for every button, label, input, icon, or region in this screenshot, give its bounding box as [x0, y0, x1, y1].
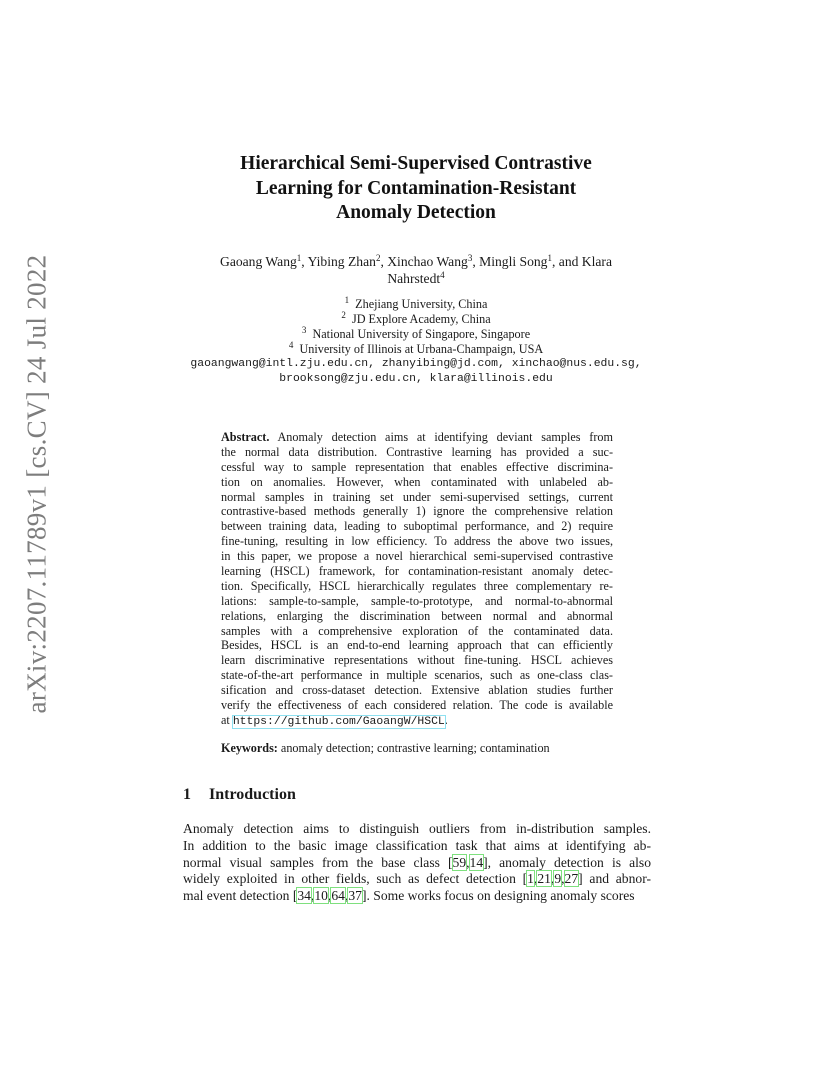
arxiv-identifier-text: arXiv:2207.11789v1 [cs.CV] 24 Jul 2022	[21, 254, 52, 714]
affiliation-mark: 4	[288, 340, 294, 351]
abstract-text: at	[221, 712, 233, 727]
affiliation	[190, 342, 642, 357]
citation-link[interactable]: 34	[297, 888, 311, 904]
citation-link[interactable]: 21	[537, 871, 551, 887]
arxiv-identifier-stamp	[17, 254, 57, 714]
affiliation	[190, 297, 642, 312]
citation-link[interactable]: 64	[331, 888, 345, 904]
affiliation	[190, 327, 642, 342]
author-separator: ,	[380, 254, 388, 269]
abstract-line: tion on anomalies. However, when contaminated with unlabeled ab-	[221, 474, 613, 489]
abstract-line: relations, enlarging the discrimination between normal and abnormal	[221, 608, 613, 623]
affiliation-mark: 2	[341, 310, 346, 321]
affiliation	[190, 312, 642, 327]
section-heading	[183, 785, 296, 805]
paragraph-line: widely exploited in other fields, such as defect detection [1,21,9,27] and abnor-	[183, 871, 651, 887]
citation-link[interactable]: 27	[564, 871, 579, 887]
abstract-line: normal samples in training set under semi-supervised settings, current	[221, 489, 613, 504]
title-line: Anomaly Detection	[336, 202, 496, 223]
author-separator: ,	[301, 254, 308, 269]
abstract-line: the normal data distribution. Contrastive learning has provided a suc-	[221, 444, 613, 459]
author-affiliation-mark: 2	[375, 253, 381, 263]
paragraph-text: widely exploited in other fields, such as defect detection [	[183, 871, 528, 887]
abstract-line: verify the effectiveness of each considered relation. The code is available	[221, 698, 613, 713]
title-line: Hierarchical Semi-Supervised Contrastive	[240, 153, 592, 174]
abstract-line: learning (HSCL) framework, for contamination-resistant anomaly detec-	[221, 564, 613, 579]
affiliation-text: Zhejiang University, China	[355, 297, 488, 311]
author-list	[190, 253, 642, 287]
abstract-label: Abstract.	[221, 430, 270, 444]
affiliation-mark: 3	[301, 325, 307, 336]
citation-link[interactable]: 1	[527, 871, 534, 887]
author-affiliation-mark: 4	[440, 270, 445, 280]
abstract-line: state-of-the-art performance in multiple scenarios, such as one-class clas-	[221, 668, 613, 683]
paragraph-text: ] and abnor-	[578, 871, 651, 887]
abstract-line: tion. Specifically, HSCL hierarchically regulates three complementary re-	[221, 578, 613, 593]
abstract-line: Besides, HSCL is an end-to-end learning approach that can efficiently	[221, 638, 613, 653]
abstract-line: contrastive-based methods generally 1) ignore the comprehensive relation	[221, 504, 613, 519]
citation-link[interactable]: 59	[452, 854, 467, 870]
abstract-line: cessful way to sample representation that enables effective discrimina-	[221, 459, 613, 474]
affiliation-block	[190, 297, 642, 388]
introduction-paragraph	[183, 821, 651, 905]
author-name: Gaoang Wang	[220, 254, 297, 269]
abstract-line: between training data, leading to suboptimal performance, and 2) require	[221, 519, 613, 534]
affiliation-text: National University of Singapore, Singapore	[312, 327, 531, 342]
author-line	[190, 253, 642, 270]
citation-link[interactable]: 37	[348, 888, 362, 904]
affiliation-text: University of Illinois at Urbana-Champaign, USA	[299, 342, 544, 357]
author-separator: , and Klara	[551, 254, 612, 269]
paragraph-text: mal event detection [	[183, 888, 298, 904]
code-url-link[interactable]: https://github.com/GaoangW/HSCL	[232, 715, 445, 728]
citation-link[interactable]: 14	[469, 854, 484, 870]
keywords-label: Keywords:	[221, 741, 278, 755]
author-affiliation-mark: 1	[547, 253, 552, 263]
paragraph-text: ]. Some works focus on designing anomaly scores	[361, 888, 635, 904]
citation-link[interactable]: 9	[554, 871, 562, 887]
section-number: 1	[183, 786, 191, 803]
abstract-line: in this paper, we propose a novel hierarchical semi-supervised contrastive	[221, 549, 613, 564]
affiliation-text: JD Explore Academy, China	[351, 312, 491, 327]
paragraph-text: ], anomaly detection is also	[483, 854, 651, 870]
paper-title	[180, 152, 652, 226]
abstract-line: samples with a comprehensive exploration of the contaminated data.	[221, 623, 613, 638]
citation-link[interactable]: 10	[314, 888, 328, 904]
author-name: Yibing Zhan	[307, 254, 376, 269]
abstract-line: learn discriminative representations without fine-tuning. HSCL achieves	[221, 653, 613, 668]
paragraph-line: mal event detection [34,10,64,37]. Some works focus on designing anomaly scores	[183, 888, 635, 904]
keywords	[221, 741, 613, 756]
abstract-line: lations: sample-to-sample, sample-to-prototype, and normal-to-abnormal	[221, 593, 613, 608]
author-name: Xinchao Wang	[387, 254, 468, 269]
abstract	[221, 430, 613, 728]
abstract-text: Anomaly detection aims at identifying deviant samples from	[277, 430, 613, 444]
abstract-line	[221, 713, 613, 728]
author-line	[190, 270, 642, 287]
abstract-line	[221, 430, 613, 445]
author-name: Nahrstedt	[387, 271, 441, 286]
email-line: gaoangwang@intl.zju.edu.cn, zhanyibing@jd.com, xinchao@nus.edu.sg,	[190, 358, 642, 371]
author-affiliation-mark: 1	[296, 253, 302, 263]
abstract-line: sification and cross-dataset detection. Extensive ablation studies further	[221, 683, 613, 698]
title-line: Learning for Contamination-Resistant	[255, 177, 577, 199]
paragraph-line: In addition to the basic image classification task that aims at identifying ab-	[183, 837, 651, 853]
paragraph-line: normal visual samples from the base class [59,14], anomaly detection is also	[183, 854, 651, 870]
author-affiliation-mark: 3	[467, 253, 473, 263]
author-name: Mingli Song	[479, 254, 548, 269]
paragraph-text: normal visual samples from the base class [	[183, 854, 453, 870]
author-separator: ,	[472, 254, 480, 269]
paragraph-line: Anomaly detection aims to distinguish outliers from in-distribution samples.	[183, 821, 651, 836]
keywords-text: anomaly detection; contrastive learning; contamination	[280, 741, 550, 755]
abstract-text: .	[444, 712, 448, 727]
section-title: Introduction	[209, 786, 296, 803]
abstract-line: fine-tuning, resulting in low efficiency. To address the above two issues,	[221, 534, 613, 549]
affiliation-mark: 1	[344, 295, 350, 305]
email-line: brooksong@zju.edu.cn, klara@illinois.edu	[279, 373, 553, 386]
